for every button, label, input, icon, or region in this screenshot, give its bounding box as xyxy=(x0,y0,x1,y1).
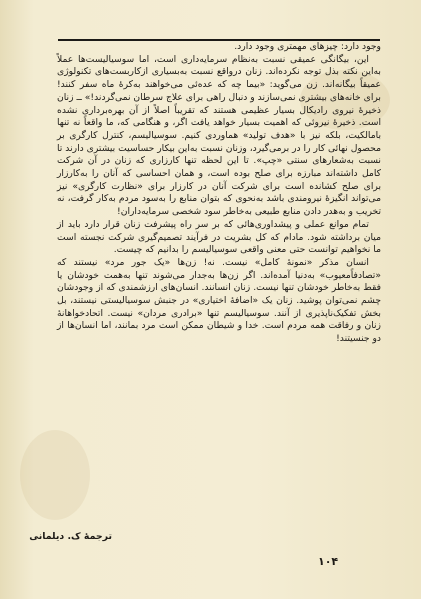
paragraph-3: تمام موانع عملی و پیشداوری‌هائی که بر سر راه پیشرفت زنان قرار دارد باید از میان برداشته شود. مادام که کل بشریت در فرآیند تصمیم‌گیری شرکت نجسته است ما نخواهیم توانست حتی معنی واقعی سوسیالیسم را بدانیم که چیست. xyxy=(57,218,381,256)
page-number: ۱۰۴ xyxy=(318,555,339,568)
body-text xyxy=(57,41,381,346)
paragraph-1: وجود دارد: چیزهای مهمتری وجود دارد. xyxy=(234,41,381,52)
translator-credit: ترجمهٔ ک. دیلمانی xyxy=(29,531,112,542)
paper-stain xyxy=(20,430,90,520)
paragraph-2: این، بیگانگی عمیقی نسبت به‌نظام سرمایه‌داری است، اما سوسیالیست‌ها عملاً به‌این نکته بذل توجه نکرده‌اند. زنان درواقع نسبت به‌بسیاری ازکاربست‌های تکنولوژی عمیقاً بیگانه‌اند. زن می‌گوید: «بیما چه که عده‌ئی می‌خواهند به‌کرهٔ ماه سفر کنند! برای خانه‌های بیشتری نمی‌سازند و دنبال راهی برای علاج سرطان نمی‌گردند!» ــ زنان ذخیرهٔ نیروی رادیکال بسیار عظیمی هستند که تقریباً اصلاً از آن بهره‌برداری نشده است. ذخیرهٔ نیروئی که اهمیت بسیار خواهد یافت اگر، و هنگامی که، ما واقعاً نه تنها بامالکیت، بلکه نیز با «هدف تولید» هماوردی کنیم. سوسیالیسم، کنترل کارگری بر محصول نهائی کار را در برمی‌گیرد، وزنان نسبت به‌این بیکار حساسیت بیشتری دارند تا نسبت به‌شعارهای سنتی «چپ». تا این لحظه تنها کارزاری که زنان در آن شرکت کامل داشته‌اند مبارزه برای صلح بوده است، و همان احساسی که آنان را به‌کارزار برای صلح کشانده است برای شرکت آنان در کارزار برای «نظارت کارگری» نیز می‌تواند انگیزهٔ نیرومندی باشد به‌نحوی که بتوان منابع را به‌سود مردم به‌کار گرفت، نه تخریب و به‌هدر دادن منابع طبیعی به‌خاطر سود شخصی سرمایه‌داران! xyxy=(57,53,381,218)
paragraph-4: انسان مذکر «نمونهٔ کامل» نیست. نه! زن‌ها «یک جور مرد» نیستند که «تصادفاًمعیوب» به‌دنیا آمده‌اند. اگر زن‌ها به‌جدار می‌شوند تنها به‌همت خودشان یا فقط به‌خاطر خودشان تنها نیست. زنان انسانند. انسان‌های ارزشمندی که از وجودشان چشم نمی‌توان پوشید. زنان یک «اضافهٔ اختیاری» در جنبش سوسیالیستی نیستند، بل بخش تفکیک‌ناپذیری از آنند. سوسیالیسم تنها «برادری مردان» نیست. اتحادخواهانهٔ زنان و رفاقت همه مردم است. خدا و شیطان ممکن است مرد بمانند، اما انسان‌ها از دو جنسیتند! xyxy=(57,256,381,345)
